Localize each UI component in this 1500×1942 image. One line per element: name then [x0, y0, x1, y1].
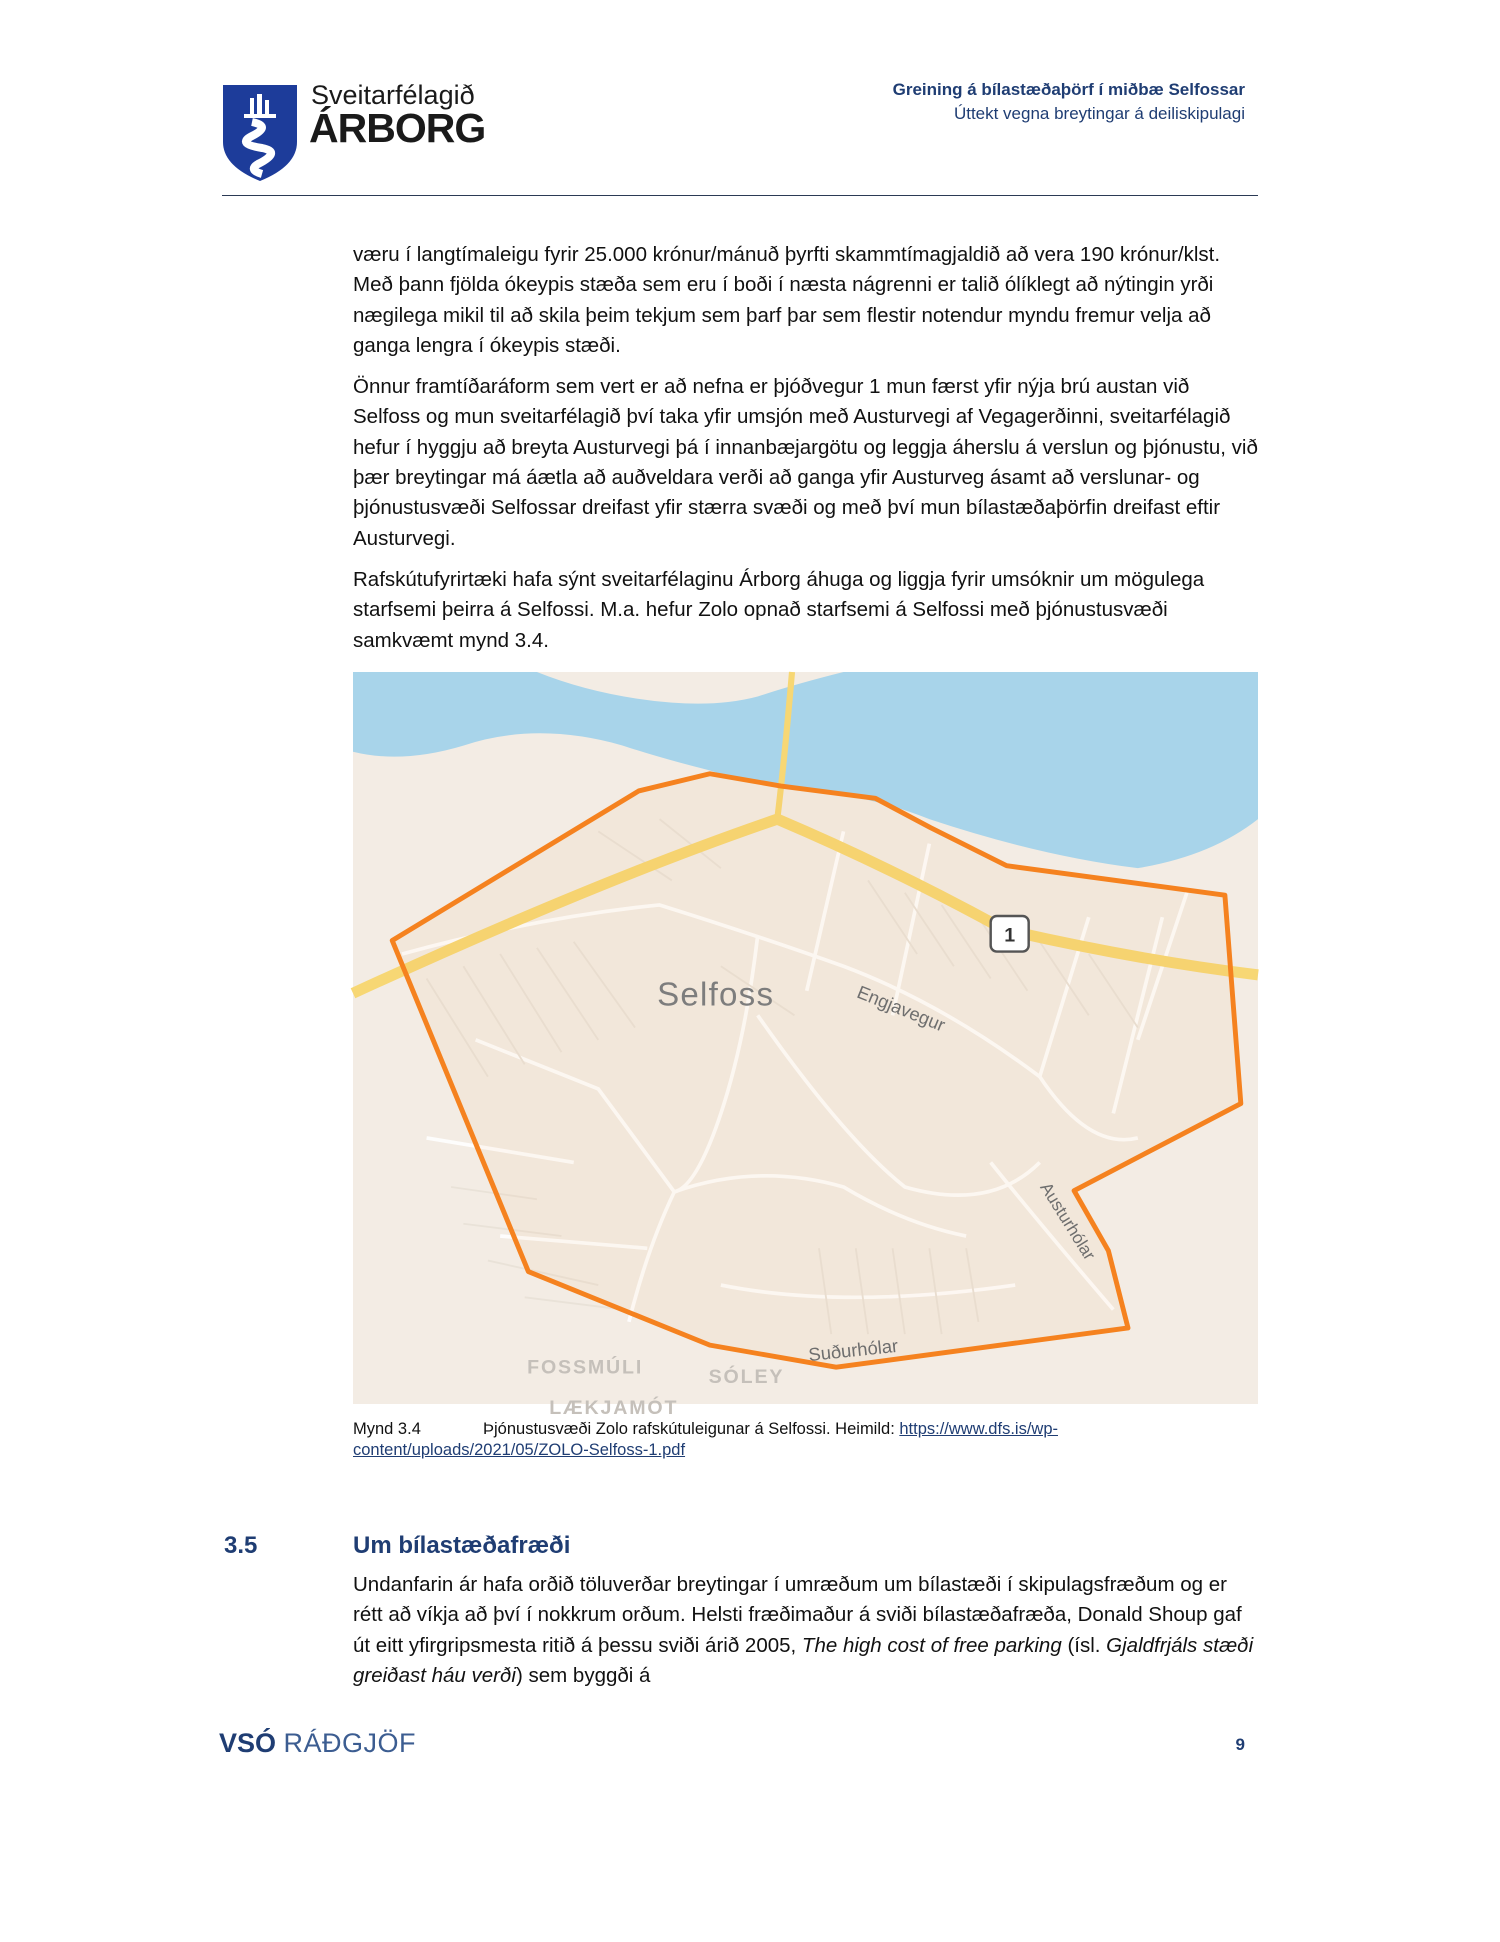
map-area-label: LÆKJAMÓT	[549, 1396, 679, 1419]
caption-text: Þjónustusvæði Zolo rafskútuleigunar á Selfossi. Heimild:	[483, 1420, 900, 1438]
figure-number: Mynd 3.4	[353, 1420, 421, 1438]
page-number: 9	[1235, 1735, 1245, 1754]
map-street-label: Engjavegur	[854, 981, 949, 1036]
text-run: ) sem byggði á	[515, 1663, 651, 1687]
paragraph: Önnur framtíðaráform sem vert er að nefna er þjóðvegur 1 mun færst yfir nýja brú austan við Selfoss og mun sveitarfélagið því taka yfir umsjón með Austurvegi af Vegagerðinni, sveitarfélagið hefur í hyggju að breyta Austurvegi þá í innanbæjargötu og leggja áherslu á verslun og þjónustu, við þær breytingar má áætla að auðveldara verði að ganga yfir Austurveg ásamt að verslunar- og þjónustusvæði Selfossar dreifast yfir stærra svæði og með því mun bílastæðaþörfin dreifast eftir Austurvegi.	[353, 375, 1258, 550]
map-street-label: Austurhólar	[1036, 1178, 1100, 1264]
zolo-service-area-map	[353, 672, 1258, 1419]
text-run: (ísl.	[1061, 1633, 1107, 1657]
vso-radgjof-logo	[219, 1728, 416, 1759]
map-street-label: Suðurhólar	[807, 1334, 900, 1366]
arborg-coat-of-arms-logo	[222, 84, 298, 182]
map-area-label: FOSSMÚLI	[527, 1356, 644, 1379]
section-body	[353, 1570, 1258, 1702]
header-rule	[222, 195, 1258, 196]
route-shield-icon	[991, 916, 1029, 952]
source-link[interactable]: https://www.dfs.is/wp-content/uploads/2021/05/ZOLO-Selfoss-1.pdf	[353, 1420, 1058, 1459]
svg-text:1: 1	[1004, 924, 1016, 947]
section-number: 3.5	[224, 1532, 258, 1559]
text-run: Undanfarin ár hafa orðið töluverðar breytingar í umræðum um bílastæði í skipulagsfræðum og er rétt að víkja að því í nokkrum orðum. Helsti fræðimaður á sviði bílastæðafræða, Donald Shoup gaf út eitt yfirgripsmesta ritið á þessu sviði árið 2005,	[353, 1573, 1242, 1657]
logo-line2: ÁRBORG	[309, 105, 486, 151]
running-header	[893, 78, 1245, 126]
paragraph: væru í langtímaleigu fyrir 25.000 krónur/mánuð þyrfti skammtímagjaldið að vera 190 krónur/klst. Með þann fjölda ókeypis stæða sem eru í boði í næsta nágrenni er talið ólíklegt að nýtingin yrði nægilega mikil til að skila þeim tekjum sem þarf þar sem flestir notendur myndu fremur velja að ganga lengra í ókeypis stæði.	[353, 243, 1221, 357]
body-text	[353, 240, 1258, 667]
book-title: The high cost of free parking	[801, 1633, 1062, 1657]
section-title: Um bílastæðafræði	[353, 1532, 571, 1559]
book-title-translation: Gjaldfrjáls stæði greiðast háu verði	[353, 1633, 1254, 1687]
header-subtitle: Úttekt vegna breytingar á deiliskipulagi	[953, 104, 1245, 123]
logo-line1: Sveitarfélagið	[311, 80, 475, 110]
paragraph	[353, 1570, 1258, 1691]
paragraph: Rafskútufyrirtæki hafa sýnt sveitarfélaginu Árborg áhuga og liggja fyrir umsóknir um mögulega starfsemi þeirra á Selfossi. M.a. hefur Zolo opnað starfsemi á Selfossi með þjónustusvæði samkvæmt mynd 3.4.	[353, 567, 1205, 652]
logo-light: RÁÐGJÖF	[283, 1728, 417, 1758]
map-town-label: Selfoss	[657, 976, 775, 1014]
logo-bold: VSÓ	[219, 1728, 277, 1758]
figure-caption	[353, 1419, 1258, 1461]
map-area-label: SÓLEY	[708, 1366, 785, 1389]
header-title: Greining á bílastæðaþörf í miðbæ Selfossar	[892, 80, 1245, 99]
